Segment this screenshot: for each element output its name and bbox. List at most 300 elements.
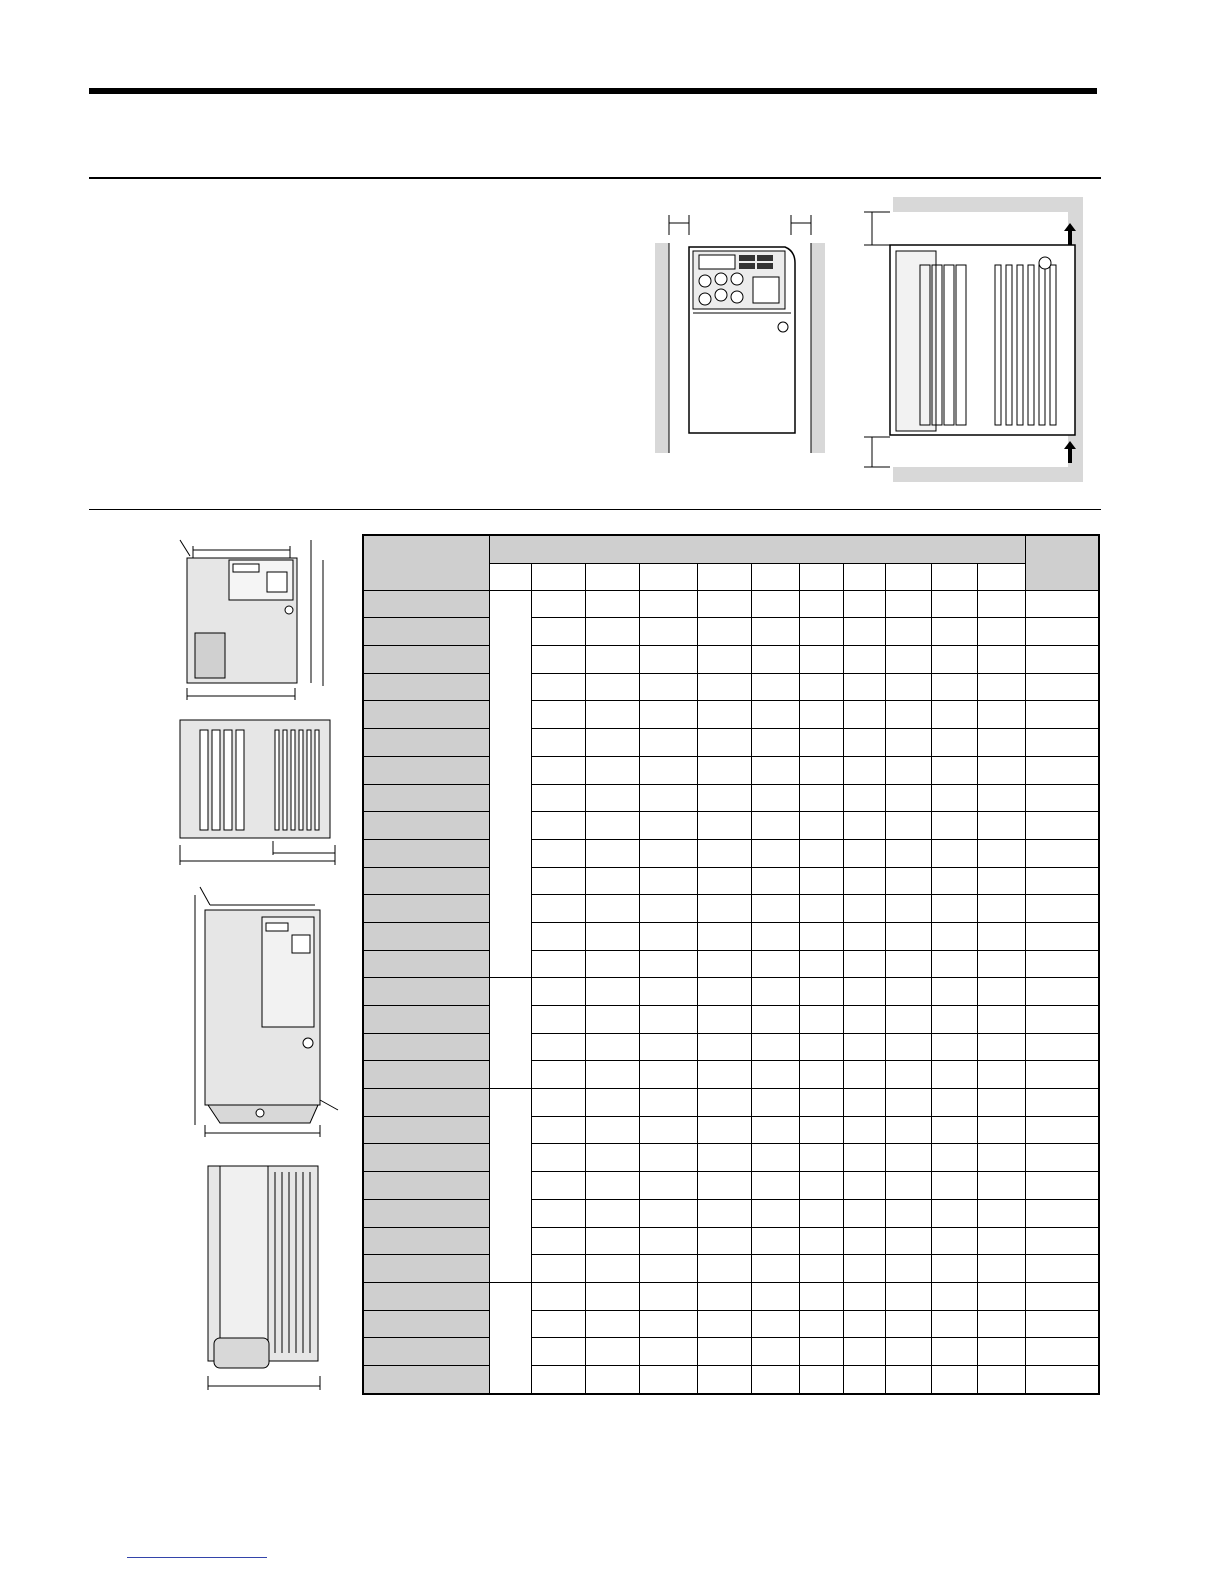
table-cell	[843, 701, 885, 729]
table-cell	[885, 1227, 931, 1255]
table-cell	[885, 1282, 931, 1310]
table-cell	[799, 784, 843, 812]
table-cell	[531, 1172, 585, 1200]
table-cell	[751, 701, 799, 729]
table-cell	[585, 812, 639, 840]
model-cell	[363, 895, 489, 923]
table-cell	[639, 867, 697, 895]
table-cell	[585, 1310, 639, 1338]
table-cell	[885, 895, 931, 923]
drive-side-icon	[890, 245, 1075, 435]
table-cell	[531, 646, 585, 674]
table-row	[363, 701, 1099, 729]
table-cell	[1025, 590, 1099, 618]
table-row	[363, 922, 1099, 950]
table-cell	[931, 1089, 977, 1117]
table-cell	[843, 1116, 885, 1144]
table-cell	[585, 1116, 639, 1144]
table-cell	[977, 867, 1025, 895]
model-cell	[363, 812, 489, 840]
table-cell	[1025, 839, 1099, 867]
table-row	[363, 784, 1099, 812]
table-cell	[1025, 1089, 1099, 1117]
table-cell	[799, 1255, 843, 1283]
table-cell	[799, 1199, 843, 1227]
table-cell	[697, 1116, 751, 1144]
table-cell	[977, 950, 1025, 978]
table-cell	[931, 950, 977, 978]
table-cell	[843, 729, 885, 757]
frame-group-cell	[489, 590, 531, 978]
table-cell	[751, 1144, 799, 1172]
table-cell	[799, 1338, 843, 1366]
table-cell	[585, 1282, 639, 1310]
table-cell	[751, 978, 799, 1006]
table-row	[363, 1006, 1099, 1034]
table-cell	[843, 867, 885, 895]
table-row	[363, 1061, 1099, 1089]
left-wall	[655, 243, 669, 453]
table-cell	[885, 756, 931, 784]
table-row	[363, 729, 1099, 757]
table-cell	[1025, 646, 1099, 674]
table-cell	[639, 673, 697, 701]
table-cell	[585, 701, 639, 729]
table-cell	[843, 1033, 885, 1061]
table-cell	[585, 1338, 639, 1366]
table-cell	[697, 867, 751, 895]
table-cell	[751, 590, 799, 618]
table-cell	[697, 950, 751, 978]
table-cell	[977, 1365, 1025, 1393]
table-cell	[751, 1365, 799, 1393]
table-cell	[639, 1227, 697, 1255]
table-cell	[751, 1006, 799, 1034]
table-cell	[639, 895, 697, 923]
table-row	[363, 1116, 1099, 1144]
top-clearance-zone	[893, 197, 1083, 212]
table-cell	[1025, 1227, 1099, 1255]
table-cell	[531, 590, 585, 618]
table-cell	[531, 922, 585, 950]
table-cell	[799, 701, 843, 729]
table-cell	[751, 950, 799, 978]
table-cell	[843, 978, 885, 1006]
table-cell	[977, 673, 1025, 701]
table-cell	[1025, 950, 1099, 978]
table-cell	[885, 867, 931, 895]
table-cell	[697, 839, 751, 867]
table-cell	[977, 978, 1025, 1006]
table-cell	[931, 1144, 977, 1172]
drive-side-icon	[180, 720, 330, 838]
table-cell	[585, 1227, 639, 1255]
table-cell	[751, 1199, 799, 1227]
table-row	[363, 1338, 1099, 1366]
table-cell	[931, 895, 977, 923]
table-cell	[585, 756, 639, 784]
clearance-front-view	[645, 205, 835, 465]
table-cell	[531, 1338, 585, 1366]
table-cell	[697, 922, 751, 950]
table-row	[363, 895, 1099, 923]
table-cell	[931, 756, 977, 784]
table-cell	[885, 1199, 931, 1227]
table-cell	[885, 701, 931, 729]
table-cell	[931, 1338, 977, 1366]
table-cell	[531, 895, 585, 923]
table-cell	[843, 1199, 885, 1227]
subheader-cell	[639, 563, 697, 590]
table-cell	[931, 729, 977, 757]
model-cell	[363, 1255, 489, 1283]
table-cell	[531, 1227, 585, 1255]
table-cell	[531, 1365, 585, 1393]
table-cell	[697, 646, 751, 674]
table-cell	[977, 1061, 1025, 1089]
subheader-cell	[751, 563, 799, 590]
table-cell	[843, 1365, 885, 1393]
table-cell	[977, 1172, 1025, 1200]
table-cell	[1025, 618, 1099, 646]
table-cell	[697, 1089, 751, 1117]
table-cell	[799, 812, 843, 840]
dimension-table	[362, 534, 1100, 1395]
subheader-cell	[489, 563, 531, 590]
table-cell	[751, 1310, 799, 1338]
table-row	[363, 1199, 1099, 1227]
table-row	[363, 1144, 1099, 1172]
table-cell	[639, 1089, 697, 1117]
table-cell	[1025, 978, 1099, 1006]
header-dimensions	[489, 535, 1025, 563]
table-cell	[639, 729, 697, 757]
table-cell	[1025, 1255, 1099, 1283]
table-cell	[531, 950, 585, 978]
table-cell	[751, 867, 799, 895]
table-cell	[931, 1227, 977, 1255]
table-cell	[799, 1061, 843, 1089]
table-cell	[751, 1172, 799, 1200]
table-cell	[885, 1365, 931, 1393]
table-cell	[697, 895, 751, 923]
drive-front-icon	[689, 247, 795, 433]
dimension-front-large	[180, 885, 345, 1140]
table-cell	[1025, 701, 1099, 729]
table-cell	[885, 784, 931, 812]
model-cell	[363, 950, 489, 978]
table-cell	[531, 812, 585, 840]
table-cell	[931, 1255, 977, 1283]
table-row	[363, 1089, 1099, 1117]
table-cell	[751, 756, 799, 784]
table-cell	[751, 618, 799, 646]
table-cell	[977, 812, 1025, 840]
table-cell	[751, 895, 799, 923]
table-cell	[885, 1061, 931, 1089]
table-cell	[931, 1282, 977, 1310]
model-cell	[363, 867, 489, 895]
table-row	[363, 812, 1099, 840]
table-cell	[531, 1061, 585, 1089]
table-cell	[751, 922, 799, 950]
table-cell	[585, 922, 639, 950]
subheader-cell	[697, 563, 751, 590]
table-cell	[697, 701, 751, 729]
table-cell	[531, 1255, 585, 1283]
table-cell	[799, 1282, 843, 1310]
table-cell	[843, 590, 885, 618]
table-cell	[931, 673, 977, 701]
table-cell	[639, 1310, 697, 1338]
table-cell	[639, 1199, 697, 1227]
table-cell	[799, 756, 843, 784]
table-cell	[885, 1338, 931, 1366]
table-cell	[751, 729, 799, 757]
table-row	[363, 1282, 1099, 1310]
table-cell	[531, 729, 585, 757]
table-cell	[885, 1033, 931, 1061]
table-cell	[751, 646, 799, 674]
section-rule-2	[89, 509, 1101, 510]
table-cell	[585, 978, 639, 1006]
table-row	[363, 1227, 1099, 1255]
table-cell	[931, 1199, 977, 1227]
table-cell	[799, 1006, 843, 1034]
table-cell	[639, 1061, 697, 1089]
table-cell	[585, 646, 639, 674]
table-cell	[843, 895, 885, 923]
table-cell	[885, 950, 931, 978]
table-cell	[697, 590, 751, 618]
table-cell	[639, 756, 697, 784]
model-cell	[363, 1282, 489, 1310]
subheader-cell	[843, 563, 885, 590]
table-cell	[843, 756, 885, 784]
table-row	[363, 1255, 1099, 1283]
table-cell	[977, 1033, 1025, 1061]
table-cell	[843, 1338, 885, 1366]
model-cell	[363, 839, 489, 867]
table-cell	[585, 1172, 639, 1200]
table-cell	[977, 618, 1025, 646]
table-row	[363, 1365, 1099, 1393]
table-cell	[697, 1227, 751, 1255]
table-cell	[977, 895, 1025, 923]
bottom-clearance-zone	[893, 467, 1083, 482]
table-cell	[531, 1310, 585, 1338]
table-cell	[531, 1116, 585, 1144]
table-row	[363, 618, 1099, 646]
table-cell	[843, 784, 885, 812]
table-cell	[639, 784, 697, 812]
table-cell	[1025, 922, 1099, 950]
table-cell	[799, 1144, 843, 1172]
table-row	[363, 1172, 1099, 1200]
table-row	[363, 590, 1099, 618]
table-cell	[585, 618, 639, 646]
subheader-cell	[799, 563, 843, 590]
table-cell	[977, 1338, 1025, 1366]
table-cell	[885, 618, 931, 646]
table-cell	[639, 1365, 697, 1393]
table-cell	[931, 1033, 977, 1061]
model-cell	[363, 1116, 489, 1144]
table-cell	[1025, 1365, 1099, 1393]
table-cell	[977, 1255, 1025, 1283]
model-cell	[363, 618, 489, 646]
frame-group-cell	[489, 978, 531, 1089]
table-cell	[531, 784, 585, 812]
frame-group-cell	[489, 1089, 531, 1283]
table-cell	[585, 1255, 639, 1283]
table-cell	[843, 1006, 885, 1034]
table-cell	[799, 1227, 843, 1255]
table-cell	[799, 618, 843, 646]
table-cell	[977, 756, 1025, 784]
table-cell	[585, 729, 639, 757]
table-cell	[697, 1310, 751, 1338]
table-cell	[531, 756, 585, 784]
table-cell	[531, 1199, 585, 1227]
table-cell	[931, 978, 977, 1006]
table-cell	[799, 1365, 843, 1393]
table-row	[363, 1033, 1099, 1061]
table-cell	[639, 590, 697, 618]
table-cell	[751, 1255, 799, 1283]
table-cell	[697, 1199, 751, 1227]
table-cell	[931, 590, 977, 618]
table-cell	[585, 1089, 639, 1117]
model-cell	[363, 1227, 489, 1255]
table-cell	[799, 839, 843, 867]
table-cell	[751, 1282, 799, 1310]
table-cell	[843, 1255, 885, 1283]
table-cell	[697, 1255, 751, 1283]
table-cell	[751, 1338, 799, 1366]
table-row	[363, 673, 1099, 701]
drive-side-icon	[208, 1166, 318, 1368]
table-cell	[697, 1365, 751, 1393]
table-cell	[585, 839, 639, 867]
table-cell	[585, 1199, 639, 1227]
table-cell	[799, 673, 843, 701]
table-cell	[697, 1282, 751, 1310]
dimension-side-large	[200, 1158, 330, 1393]
table-cell	[799, 895, 843, 923]
table-cell	[531, 701, 585, 729]
table-cell	[843, 1144, 885, 1172]
table-cell	[931, 618, 977, 646]
table-cell	[697, 618, 751, 646]
table-cell	[931, 1006, 977, 1034]
table-cell	[977, 1310, 1025, 1338]
table-cell	[977, 1006, 1025, 1034]
table-cell	[885, 1089, 931, 1117]
table-cell	[697, 1172, 751, 1200]
right-wall	[811, 243, 825, 453]
table-cell	[977, 729, 1025, 757]
model-cell	[363, 1338, 489, 1366]
table-cell	[639, 839, 697, 867]
table-cell	[1025, 1172, 1099, 1200]
table-cell	[697, 1006, 751, 1034]
model-cell	[363, 673, 489, 701]
header-weight	[1025, 535, 1099, 590]
table-cell	[531, 1282, 585, 1310]
table-cell	[799, 1089, 843, 1117]
table-cell	[977, 590, 1025, 618]
table-cell	[885, 673, 931, 701]
table-cell	[639, 1006, 697, 1034]
table-cell	[799, 1310, 843, 1338]
table-cell	[531, 1144, 585, 1172]
table-cell	[585, 673, 639, 701]
table-cell	[931, 1365, 977, 1393]
top-thick-rule	[89, 88, 1097, 94]
table-cell	[697, 756, 751, 784]
table-cell	[799, 922, 843, 950]
table-cell	[1025, 895, 1099, 923]
table-cell	[531, 673, 585, 701]
table-cell	[1025, 1033, 1099, 1061]
model-cell	[363, 701, 489, 729]
table-cell	[1025, 1282, 1099, 1310]
model-cell	[363, 978, 489, 1006]
table-cell	[751, 1061, 799, 1089]
table-cell	[931, 867, 977, 895]
table-cell	[1025, 1144, 1099, 1172]
table-cell	[531, 1033, 585, 1061]
table-cell	[639, 1172, 697, 1200]
table-cell	[931, 1061, 977, 1089]
table-cell	[931, 784, 977, 812]
table-cell	[843, 646, 885, 674]
model-cell	[363, 1061, 489, 1089]
table-cell	[843, 812, 885, 840]
table-cell	[585, 590, 639, 618]
table-cell	[639, 812, 697, 840]
table-cell	[585, 1144, 639, 1172]
table-cell	[697, 673, 751, 701]
table-cell	[751, 1089, 799, 1117]
table-cell	[639, 922, 697, 950]
table-cell	[697, 978, 751, 1006]
model-cell	[363, 1172, 489, 1200]
model-cell	[363, 1199, 489, 1227]
footer-link-underline[interactable]	[127, 1557, 267, 1558]
table-cell	[1025, 812, 1099, 840]
table-cell	[977, 922, 1025, 950]
table-cell	[585, 867, 639, 895]
table-cell	[585, 784, 639, 812]
table-cell	[843, 1089, 885, 1117]
table-cell	[697, 1338, 751, 1366]
table-cell	[1025, 1338, 1099, 1366]
table-cell	[751, 673, 799, 701]
model-cell	[363, 590, 489, 618]
table-row	[363, 1310, 1099, 1338]
table-cell	[931, 1310, 977, 1338]
table-cell	[585, 1365, 639, 1393]
table-cell	[885, 812, 931, 840]
table-cell	[977, 701, 1025, 729]
subheader-cell	[885, 563, 931, 590]
model-cell	[363, 646, 489, 674]
drive-front-icon	[187, 558, 297, 683]
table-cell	[799, 590, 843, 618]
table-row	[363, 756, 1099, 784]
